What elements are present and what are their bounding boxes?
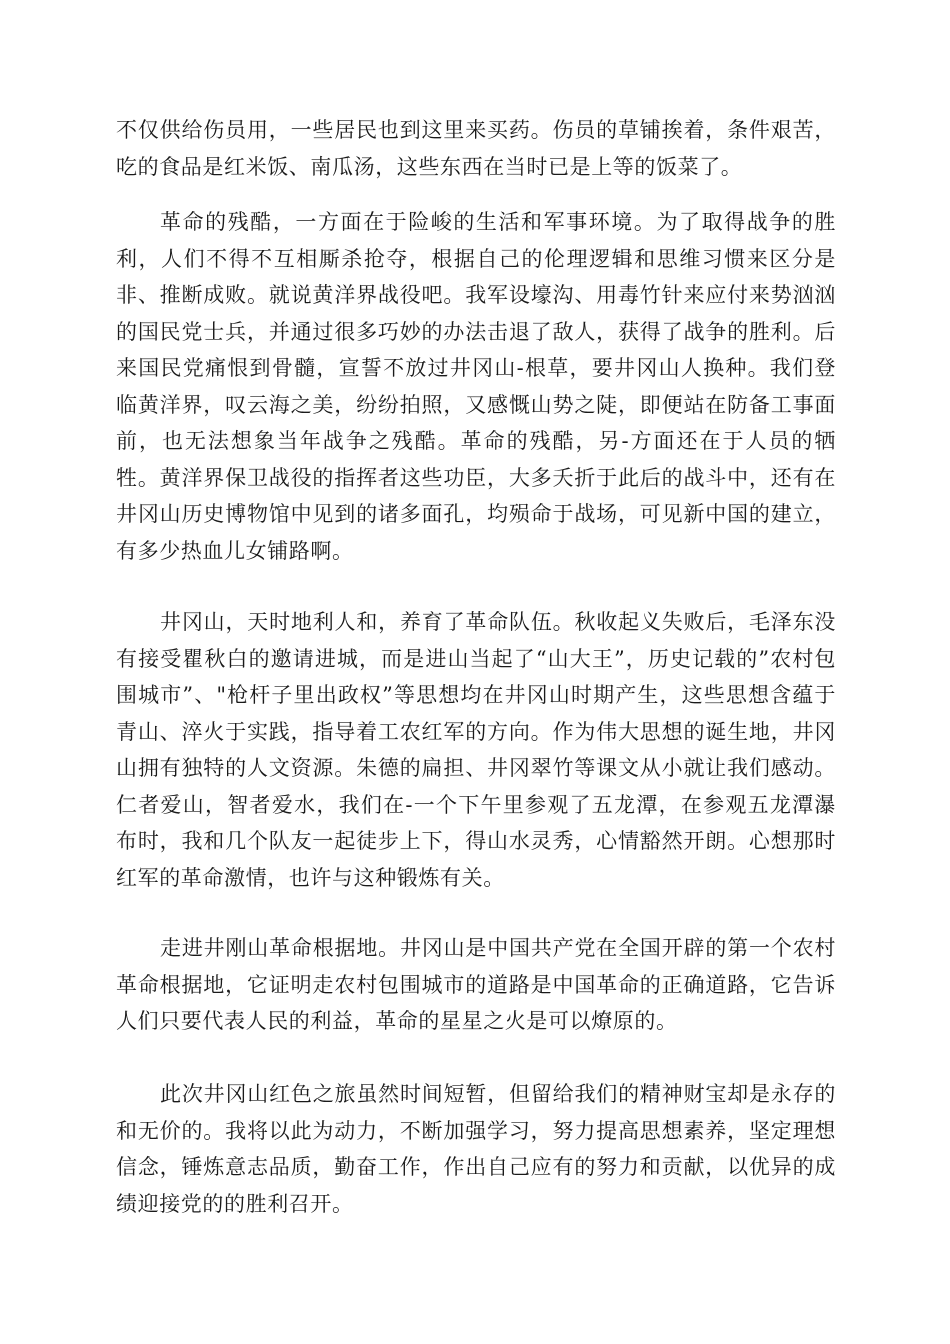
paragraph-text: 走进井刚山革命根据地。井冈山是中国共产党在全国开辟的第一个农村革命根据地，它证明走农村包围城市的道路是中国革命的正确道路，它告诉人们只要代表人民的利益，革命的星星之火是可以燎原的。 <box>116 936 836 1033</box>
paragraph-conclusion <box>116 1076 836 1222</box>
paragraph-continuation <box>116 112 836 185</box>
paragraph-text: 革命的残酷，一方面在于险峻的生活和军事环境。为了取得战争的胜利，人们不得不互相厮杀抢夺，根据自己的伦理逻辑和思维习惯来区分是非、推断成败。就说黄洋界战役吧。我军设壕沟、用毒竹针来应付来势汹汹的国民党士兵，并通过很多巧妙的办法击退了敌人，获得了战争的胜利。后来国民党痛恨到骨髓，宣誓不放过井冈山-根草，要井冈山人换种。我们登临黄洋界，叹云海之美，纷纷拍照，又感慨山势之陡，即便站在防备工事面前，也无法想象当年战争之残酷。革命的残酷，另-方面还在于人员的牺牲。黄洋界保卫战役的指挥者这些功臣，大多夭折于此后的战斗中，还有在井冈山历史博物馆中见到的诸多面孔，均殒命于战场，可见新中国的建立，有多少热血儿女铺路啊。 <box>116 210 836 563</box>
paragraph-text: 此次井冈山红色之旅虽然时间短暂，但留给我们的精神财宝却是永存的和无价的。我将以此为动力，不断加强学习，努力提高思想素养，坚定理想信念，锤炼意志品质，勤奋工作，作出自己应有的努力和贡献，以优异的成绩迎接党的的胜利召开。 <box>116 1082 836 1216</box>
paragraph-jinggangshan-ideas <box>116 604 836 896</box>
paragraph-revolutionary-base <box>116 930 836 1040</box>
paragraph-revolution-cruelty <box>116 204 836 569</box>
paragraph-text: 井冈山，天时地利人和，养育了革命队伍。秋收起义失败后，毛泽东没有接受瞿秋白的邀请进城，而是进山当起了“山大王”，历史记载的”农村包围城市”、"枪杆子里出政权”等思想均在井冈山时期产生，这些思想含蕴于青山、淬火于实践，指导着工农红军的方向。作为伟大思想的诞生地，井冈山拥有独特的人文资源。朱德的扁担、井冈翠竹等课文从小就让我们感动。仁者爱山，智者爱水，我们在-一个下午里参观了五龙潭，在参观五龙潭瀑布时，我和几个队友一起徒步上下，得山水灵秀，心情豁然开朗。心想那时红军的革命激情，也许与这种锻炼有关。 <box>116 610 836 890</box>
paragraph-text: 不仅供给伤员用，一些居民也到这里来买药。伤员的草铺挨着，条件艰苦，吃的食品是红米饭、南瓜汤，这些东西在当时已是上等的饭菜了。 <box>116 118 836 179</box>
